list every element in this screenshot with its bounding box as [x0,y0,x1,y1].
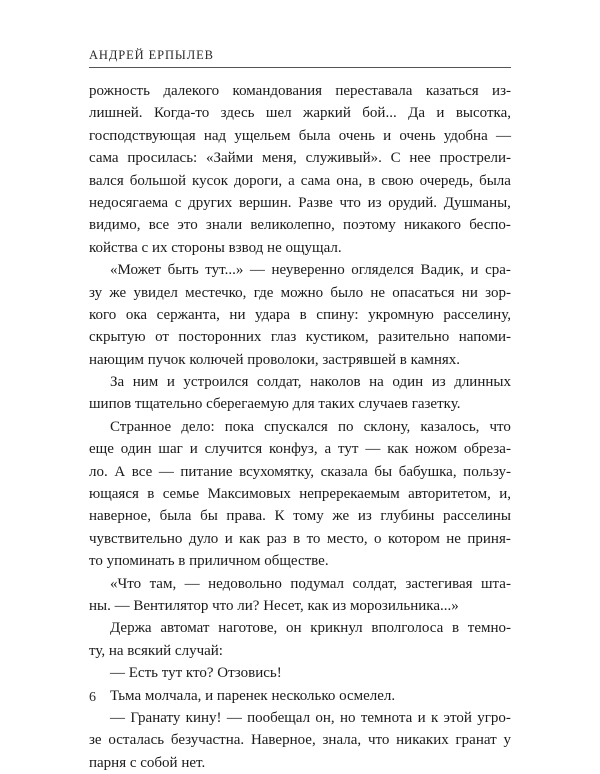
text-line [89,147,511,169]
word: этой [443,709,472,726]
word: просилась: [127,150,198,167]
word: прострели- [439,150,511,167]
word: что [339,194,361,211]
text-line [89,573,511,595]
word: авторитетом, [408,486,491,503]
word: у [503,732,511,749]
word: — [495,127,511,144]
word: К [274,508,285,525]
word: угро- [477,709,511,726]
text-line [89,505,511,527]
word: в [147,486,155,503]
word: спускался [264,418,328,435]
word: расселины [442,508,511,525]
word: с [174,194,182,211]
word: к [430,709,439,726]
word: крикнул [310,620,363,637]
text-line: нающим пучок колючей проволоки, застрявшей в камнях. [89,351,461,368]
word: и [189,441,198,458]
word: и [470,262,479,279]
word: там, [149,575,177,592]
text-line [89,483,511,505]
word: то [306,530,321,547]
word: вершин. [238,194,292,211]
word: приня- [467,530,511,547]
text-line [89,282,511,304]
word: — [226,709,242,726]
word: далекого [163,83,220,99]
word: сказала [320,463,368,480]
word: же [332,508,350,525]
word: вался [89,172,124,189]
word: сама [300,172,331,189]
word: свою [381,172,414,189]
word: была [159,508,192,525]
body-text [89,80,511,774]
word: напоми- [458,329,511,346]
word: шел [265,105,292,122]
word: глубины [380,508,435,525]
word: шта- [481,575,511,592]
word: За [110,374,125,391]
word: шаг [158,441,183,458]
word: нее [409,150,431,167]
word: по [337,418,354,435]
word: — [158,463,174,480]
word: же [109,284,127,301]
word: зе [89,732,102,749]
word: очередь, [419,172,474,189]
text-line [89,102,511,124]
word: кустиком, [305,329,369,346]
word: удара [255,306,291,323]
word: он, [315,709,335,726]
word: была [479,172,511,189]
word: Да [408,105,425,122]
word: бы [374,463,393,480]
word: она, [336,172,363,189]
word: — [110,709,125,726]
word: А [114,463,126,480]
word: один [120,441,152,458]
word: кого [89,306,117,323]
word: вполголоса [371,620,444,637]
word: все [131,463,153,480]
word: была [298,127,331,144]
word: посторонних [178,329,262,346]
word: дороги, [234,172,283,189]
word: гранат [455,732,497,749]
word: осталась [108,732,165,749]
word: где [253,284,274,301]
word: меня, [261,150,297,167]
word: сержанта, [156,306,220,323]
word: не [370,284,386,301]
word: — [365,441,381,458]
text-line [89,528,511,550]
word: а [324,441,332,458]
word: устроился [183,374,249,391]
word: командования [232,83,322,99]
word: казалось, [420,418,480,435]
word: застегивая [405,575,473,592]
word: пока [224,418,254,435]
text-line [89,438,511,460]
text-line: ту, на всякий случай: [89,642,223,659]
word: Разве [298,194,333,211]
text-line [89,259,511,281]
word: солдат, [256,374,302,391]
word: очень [399,127,436,144]
text-line [89,326,511,348]
word: зу [89,284,103,301]
word: в [293,530,301,547]
word: пообещал [247,709,311,726]
word: ющаяся [89,486,139,503]
word: разительно [378,329,450,346]
word: бой... [362,105,397,122]
text-line: Тьма молчала, и паренек несколько осмелел. [110,687,396,704]
word: склону, [363,418,411,435]
word: пользу- [463,463,511,480]
word: как [387,441,409,458]
word: орудий. [388,194,438,211]
running-head: АНДРЕЙ ЕРПЫЛЕВ [89,48,214,62]
word: права. [226,508,266,525]
word: бы [200,508,218,525]
word: можно [280,284,324,301]
word: и [417,709,426,726]
word: никакого [403,217,462,234]
word: поэтому [343,217,396,234]
word: ло. [89,463,108,480]
word: автомат [160,620,210,637]
text-line [89,371,511,393]
text-line: парня с собой нет. [89,754,206,771]
word: знала, [322,732,362,749]
word: быть [167,262,199,279]
word: из [367,194,382,211]
word: еще [89,441,114,458]
word: высотка, [455,105,511,122]
word: в [299,306,307,323]
word: большой [129,172,187,189]
word: видимо, [89,217,141,234]
word: ока [125,306,148,323]
word: и [224,530,233,547]
text-line [89,461,511,483]
text-line: койства с их стороны взвод не ощущал. [89,239,342,256]
word: глаз [270,329,297,346]
word: знали [205,217,243,234]
word: на [369,374,384,391]
word: из [357,508,372,525]
word: а [288,172,295,189]
text-line [89,729,511,751]
word: очень [338,127,375,144]
word: наверное, [89,508,151,525]
text-line: то упоминать в приличном обществе. [89,553,329,570]
word: темно- [467,620,511,637]
text-line [89,214,511,236]
word: здесь [220,105,255,122]
word: ним [132,374,159,391]
word: увидел [133,284,178,301]
text-line: — Есть тут кто? Отзовись! [110,665,282,682]
word: но [340,709,356,726]
word: в [368,172,376,189]
word: «Что [110,575,142,592]
word: все [148,217,170,234]
word: ни [229,306,246,323]
word: и [383,127,392,144]
word: никаких [396,732,449,749]
text-line [89,617,511,639]
word: это [177,217,198,234]
word: скрытую [89,329,146,346]
word: не [446,530,461,547]
word: безучастна. [170,732,245,749]
word: — [249,262,265,279]
word: переставала [335,83,413,99]
word: Странное [110,418,172,435]
word: длинных [454,374,511,391]
word: — [184,575,200,592]
word: Вадик, [420,262,464,279]
word: господствующая [89,127,196,144]
word: раз [266,530,287,547]
word: недовольно [208,575,282,592]
word: в [451,620,460,637]
word: наколов [310,374,361,391]
word: один [392,374,424,391]
word: из [431,374,446,391]
word: всухомятку, [239,463,315,480]
word: кину! [185,709,222,726]
word: расселину, [443,306,511,323]
text-line: ны. — Вентилятор что ли? Несет, как из морозильника...» [89,597,459,614]
word: он [285,620,302,637]
word: и [166,374,175,391]
word: тому [293,508,324,525]
word: неуверенно [271,262,345,279]
word: огляделся [351,262,414,279]
word: непререкаемым [299,486,400,503]
word: сра- [485,262,511,279]
word: наготове, [218,620,278,637]
word: жаркий [303,105,351,122]
word: обреза- [463,441,511,458]
word: «Может [110,262,161,279]
word: от [155,329,169,346]
page-number: 6 [89,690,96,705]
word: тут...» [205,262,244,279]
word: подумал [290,575,345,592]
word: ножом [415,441,458,458]
word: как [239,530,261,547]
word: опасаться [392,284,455,301]
text-line [89,304,511,326]
text-line [89,416,511,438]
word: сама [89,150,119,167]
word: что [489,418,511,435]
word: лишней. [89,105,143,122]
word: С [390,150,401,167]
word: Душманы, [443,194,511,211]
word: тут [338,441,359,458]
word: удобна [443,127,488,144]
word: спину: [316,306,359,323]
word: рожность [89,83,150,99]
word: дело: [181,418,215,435]
word: темнота [360,709,413,726]
word: бабушка, [398,463,457,480]
word: великолепно, [250,217,335,234]
word: ущельем [234,127,291,144]
word: Наверное, [250,732,316,749]
word: питание [180,463,233,480]
word: над [203,127,227,144]
word: место, [326,530,368,547]
word: чувствительно [89,530,183,547]
word: Держа [110,620,152,637]
word: кусок [192,172,229,189]
word: укромную [368,306,434,323]
word: случится [204,441,263,458]
word: «Займи [205,150,254,167]
word: местечко, [185,284,247,301]
word: из- [492,83,511,99]
header-rule [89,67,511,68]
word: служивый». [305,150,382,167]
text-line [89,170,511,192]
word: и [436,105,445,122]
word: что [367,732,390,749]
word: зор- [485,284,511,301]
word: ни [461,284,478,301]
word: солдат, [352,575,398,592]
word: казаться [425,83,479,99]
text-line [89,80,511,102]
word: о [374,530,382,547]
text-line [89,707,511,729]
word: недосягаема [89,194,169,211]
word: Максимовых [207,486,291,503]
word: было [330,284,364,301]
word: других [188,194,233,211]
text-line: шипов тщательно сберегаемую для таких случаев газетку. [89,396,461,413]
word: и, [499,486,511,503]
text-line [89,192,511,214]
word: семье [162,486,200,503]
word: беспо- [469,217,511,234]
word: Когда-то [153,105,210,122]
word: котором [387,530,440,547]
word: дуло [188,530,219,547]
word: конфуз, [269,441,318,458]
text-line [89,125,511,147]
word: Гранату [130,709,181,726]
